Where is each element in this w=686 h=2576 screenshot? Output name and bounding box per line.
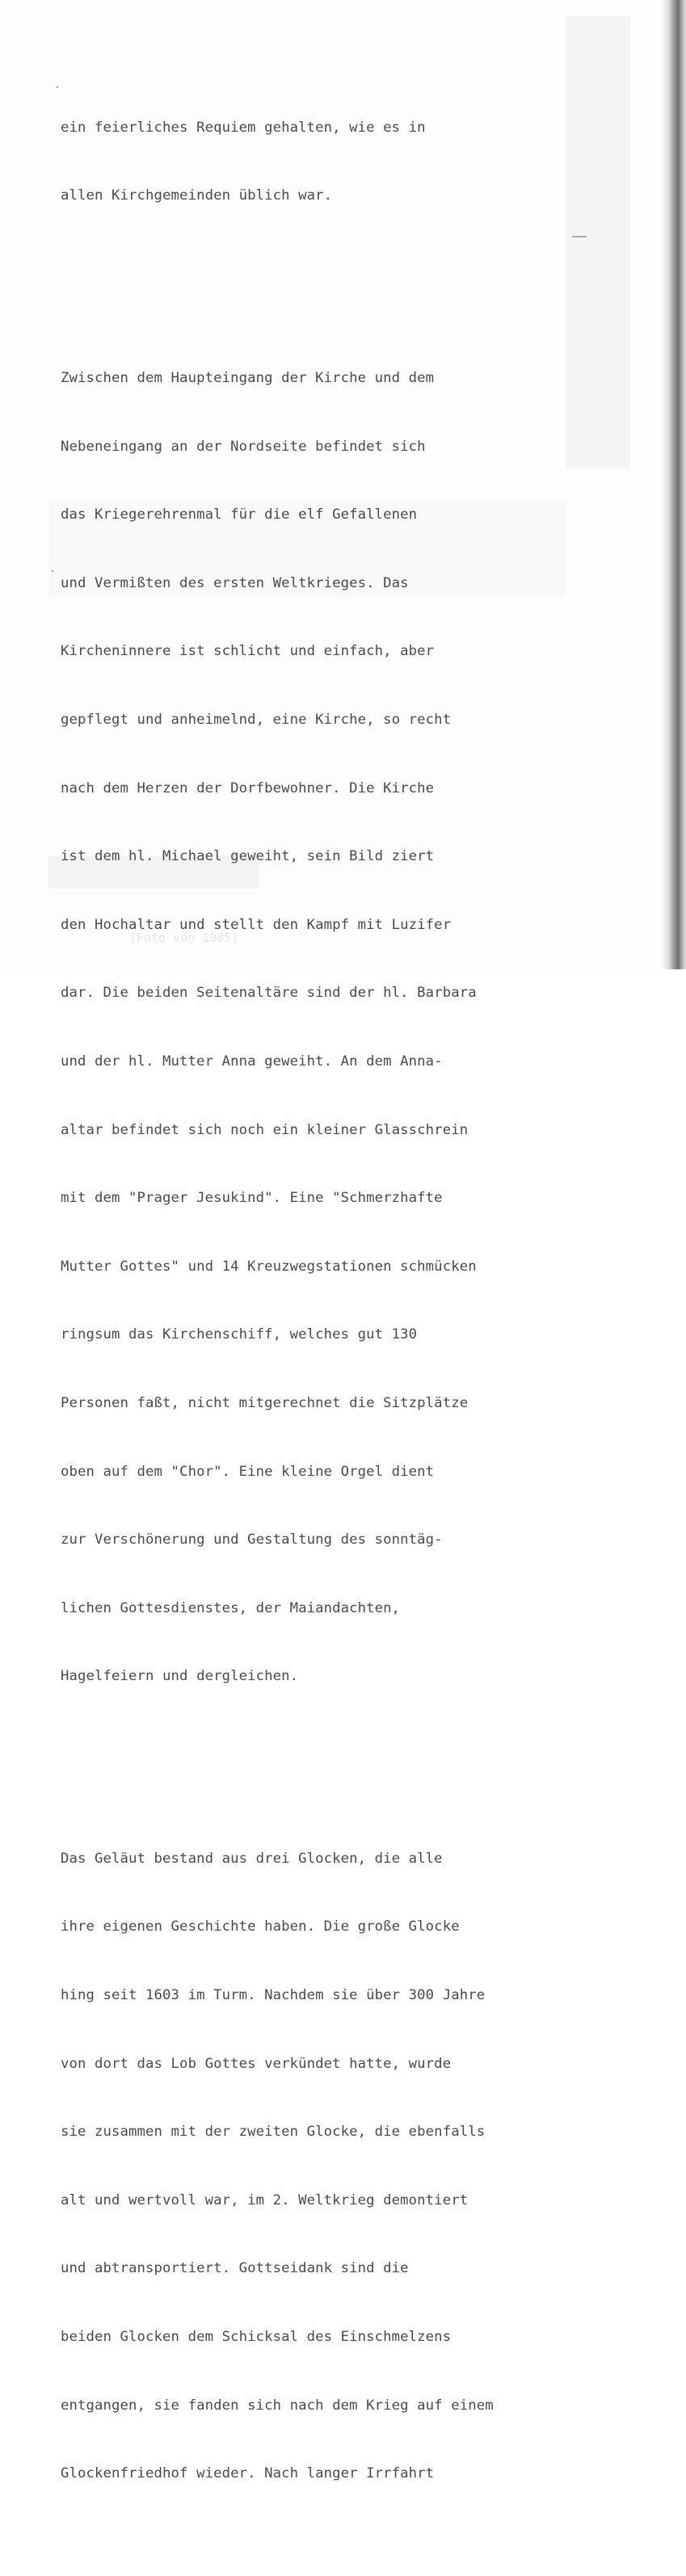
text-line: Personen faßt, nicht mitgerechnet die Sitzplätze [61,1394,469,1411]
page-gutter-shadow [661,0,669,969]
text-line: beiden Glocken dem Schicksal des Einschmelzens [61,2329,452,2346]
text-line: ein feierliches Requiem gehalten, wie es in [61,119,426,136]
text-line: Das Geläut bestand aus drei Glocken, die alle [61,1850,443,1867]
text-line: und abtransportiert. Gottseidank sind die [61,2260,409,2277]
paragraph-bells [61,1801,594,2530]
scan-speck [57,86,58,88]
paragraph-church-interior [61,321,594,1733]
text-line: ihre eigenen Geschichte haben. Die große Glocke [61,1918,460,1935]
text-line: lichen Gottesdienstes, der Maiandachten, [61,1599,401,1616]
text-line: und Vermißten des ersten Weltkrieges. Das [61,574,409,591]
text-line: Zwischen dem Haupteingang der Kirche und dem [61,370,435,386]
bleed-through-caption: (Foto von 1985) [129,931,239,945]
text-line: den Hochaltar und stellt den Kampf mit Luzifer [61,916,452,933]
text-line: Kircheninnere ist schlicht und einfach, aber [61,643,435,660]
text-line: Mutter Gottes" und 14 Kreuzwegstationen schmücken [61,1258,477,1275]
text-line: das Kriegerehrenmal für die elf Gefallenen [61,506,418,523]
text-line: Nebeneingang an der Nordseite befindet sich [61,438,426,455]
body-text [61,25,594,2576]
text-line: Hagelfeiern und dergleichen. [61,1668,299,1685]
text-line: zur Verschönerung und Gestaltung des sonntäg- [61,1532,443,1549]
text-line: oben auf dem "Chor". Eine kleine Orgel dient [61,1463,435,1480]
paragraph-requiem [61,70,594,253]
text-line: nach dem Herzen der Dorfbewohner. Die Kirche [61,780,435,796]
text-line: dar. Die beiden Seitenaltäre sind der hl. Barbara [61,985,477,1002]
text-line: mit dem "Prager Jesukind". Eine "Schmerzhafte [61,1190,443,1207]
text-line: hing seit 1603 im Turm. Nachdem sie über 300 Jahre [61,1987,486,2004]
text-line: gepflegt und anheimelnd, eine Kirche, so recht [61,711,452,728]
text-line: allen Kirchgemeinden üblich war. [61,187,333,204]
text-line: altar befindet sich noch ein kleiner Glasschrein [61,1121,469,1138]
text-line: von dort das Lob Gottes verkündet hatte, wurde [61,2055,452,2072]
text-line: alt und wertvoll war, im 2. Weltkrieg demontiert [61,2191,469,2208]
text-line: ist dem hl. Michael geweiht, sein Bild ziert [61,848,435,865]
text-line: sie zusammen mit der zweiten Glocke, die ebenfalls [61,2124,486,2141]
book-binding-edge [669,0,686,969]
text-line: Glockenfriedhof wieder. Nach langer Irrfahrt [61,2465,435,2482]
scan-speck [52,570,53,572]
text-line: entgangen, sie fanden sich nach dem Krieg auf einem [61,2397,494,2414]
text-line: ringsum das Kirchenschiff, welches gut 130 [61,1326,418,1343]
text-line: und der hl. Mutter Anna geweiht. An dem Anna- [61,1053,443,1069]
